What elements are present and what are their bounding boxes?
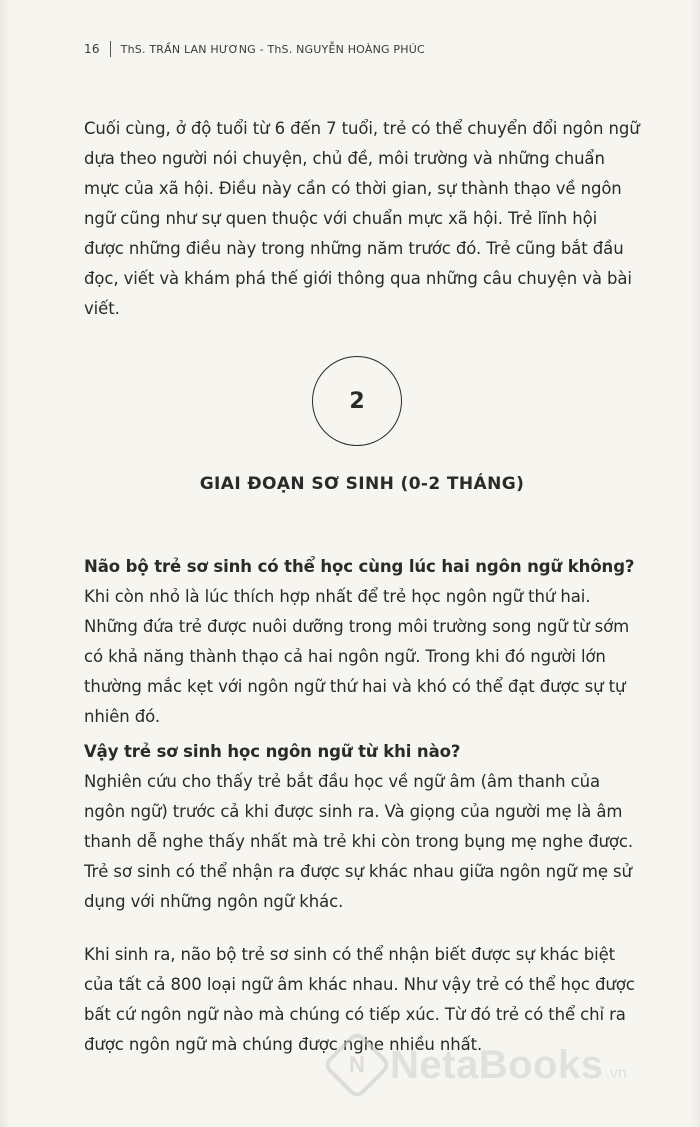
chapter-title: GIAI ĐOẠN SƠ SINH (0-2 THÁNG) xyxy=(199,474,525,494)
netabooks-logo-icon xyxy=(322,1030,393,1101)
answer-text: Khi còn nhỏ là lúc thích hợp nhất để trẻ học ngôn ngữ thứ hai. Những đứa trẻ được nuôi dưỡng trong môi trường song ngữ từ sớm có khả năng thành thạo cả hai ngôn ngữ. Trong khi đó người lớn thường mắc kẹt với ngôn ngữ thứ hai và khó có thể đạt được sự tự nhiên đó. xyxy=(84,587,630,726)
paragraph-text: Cuối cùng, ở độ tuổi từ 6 đến 7 tuổi, trẻ có thể chuyển đổi ngôn ngữ dựa theo người nói chuyện, chủ đề, môi trường và những chuẩn mực của xã hội. Điều này cần có thời gian, sự thành thạo về ngôn ngữ cũng như sự quen thuộc với chuẩn mực xã hội. Trẻ lĩnh hội được những điều này trong những năm trước đó. Trẻ cũng bắt đầu đọc, viết và khám phá thế giới thông qua những câu chuyện và bài viết. xyxy=(84,119,640,318)
watermark xyxy=(332,1040,627,1090)
qa-block-when xyxy=(84,737,640,917)
watermark-brand: NetaBooks xyxy=(390,1042,604,1087)
watermark-tld: .vn xyxy=(605,1065,627,1082)
question-heading: Vậy trẻ sơ sinh học ngôn ngữ từ khi nào? xyxy=(84,742,461,761)
chapter-number: 2 xyxy=(349,388,365,414)
chapter-number-circle xyxy=(312,356,402,446)
qa-block-bilingual xyxy=(84,552,640,732)
paragraph-text: Khi sinh ra, não bộ trẻ sơ sinh có thể nhận biết được sự khác biệt của tất cả 800 loại ngữ âm khác nhau. Như vậy trẻ có thể học được bất cứ ngôn ngữ nào mà chúng có tiếp xúc. Từ đó trẻ có thể chỉ ra được ngôn ngữ mà chúng được nghe nhiều nhất. xyxy=(84,945,635,1054)
running-header xyxy=(84,40,680,58)
logo-letter: N xyxy=(349,1051,365,1077)
question-heading: Não bộ trẻ sơ sinh có thể học cùng lúc hai ngôn ngữ không? xyxy=(84,557,635,576)
page-number: 16 xyxy=(84,42,100,56)
header-authors: ThS. TRẦN LAN HƯƠNG - ThS. NGUYỄN HOÀNG PHÚC xyxy=(120,42,425,56)
answer-text: Nghiên cứu cho thấy trẻ bắt đầu học về ngữ âm (âm thanh của ngôn ngữ) trước cả khi được sinh ra. Và giọng của người mẹ là âm thanh dễ nghe thấy nhất mà trẻ khi còn trong bụng mẹ nghe được. Trẻ sơ sinh có thể nhận ra được sự khác nhau giữa ngôn ngữ mẹ sử dụng với những ngôn ngữ khác. xyxy=(84,772,633,911)
paragraph-intro xyxy=(84,114,640,324)
header-divider xyxy=(110,41,111,57)
